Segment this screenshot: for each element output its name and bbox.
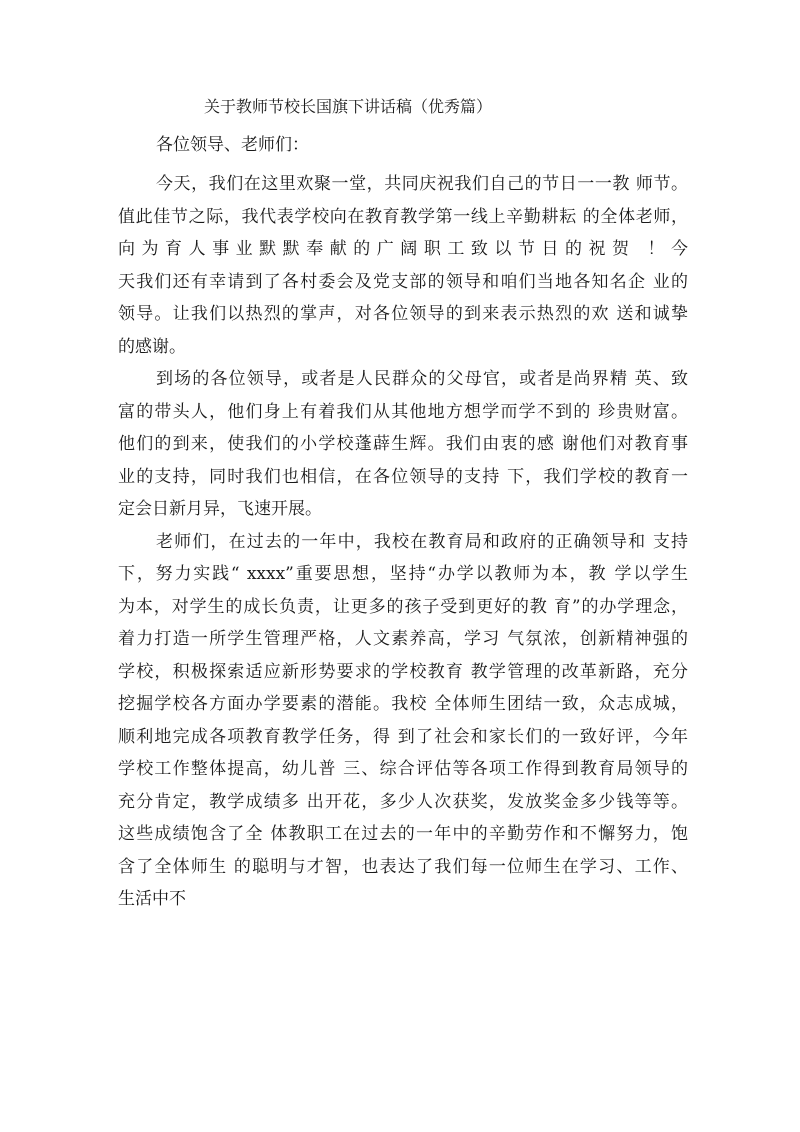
text-line: 今天，我们在这里欢聚一堂，共同庆祝我们自己的节日一一教 师节。 (156, 174, 688, 194)
paragraph-3 (118, 526, 688, 916)
paragraph-1 (118, 168, 688, 363)
text-line: 向为育人事业默默奉献的广阔职工致以节日的祝贺 ！今 (118, 239, 688, 259)
text-line: 学校，积极探索适应新形势要求的学校教育 教学管理的改革新路，充分 (118, 661, 688, 682)
text-line: 学校工作整体提高，幼儿普 三、综合评估等各项工作得到教育局领导的 (118, 759, 688, 779)
text-line: 的感谢。 (118, 336, 186, 357)
text-line: 天我们还有幸请到了各村委会及党支部的领导和咱们当地各知名企 业的 (118, 271, 688, 292)
body-text (118, 168, 688, 916)
document-title: 关于教师节校长国旗下讲话稿（优秀篇） (204, 97, 493, 116)
text-line: 值此佳节之际，我代表学校向在教育教学第一线上辛勤耕耘 的全体老师， (118, 206, 688, 227)
text-line: 他们的到来，使我们的小学校蓬薜生辉。我们由衷的感 谢他们对教育事 (118, 434, 688, 454)
text-line: 挖掘学校各方面办学要素的潜能。我校 全体师生团结一致，众志成城， (118, 694, 688, 714)
text-line: 业的支持，同时我们也相信，在各位领导的支持 下，我们学校的教育一 (118, 466, 688, 487)
text-line: 领导。让我们以热烈的掌声，对各位领导的到来表示热烈的欢 送和诚挚 (118, 304, 688, 324)
text-line: 这些成绩饱含了全 体教职工在过去的一年中的辛勤劳作和不懈努力，饱 (118, 824, 688, 844)
text-line: 含了全体师生 的聪明与才智，也表达了我们每一位师生在学习、工作、 (118, 856, 688, 877)
text-line: 老师们，在过去的一年中，我校在教育局和政府的正确领导和 支持 (156, 531, 688, 552)
salutation: 各位领导、老师们： (156, 135, 309, 155)
text-line: 为本，对学生的成长负责，让更多的孩子受到更好的教 育”的办学理念， (118, 596, 688, 617)
text-line: 下，努力实践“ xxxx”重要思想，坚持“办学以教师为本，教 学以学生 (118, 564, 688, 584)
text-line: 到场的各位领导，或者是人民群众的父母官，或者是尚界精 英、致 (156, 369, 688, 389)
text-line: 顺利地完成各项教育教学任务，得 到了社会和家长们的一致好评，今年 (118, 726, 688, 747)
text-line: 富的带头人，他们身上有着我们从其他地方想学而学不到的 珍贵财富。 (118, 401, 688, 422)
text-line: 充分肯定，教学成绩多 出开花，多少人次获奖，发放奖金多少钱等等。 (118, 791, 688, 812)
text-line: 生活中不 (118, 889, 186, 909)
text-line: 定会日新月异，飞速开展。 (118, 499, 322, 519)
paragraph-2 (118, 363, 688, 526)
text-line: 着力打造一所学生管理严格，人文素养高，学习 气氛浓，创新精神强的 (118, 629, 688, 649)
